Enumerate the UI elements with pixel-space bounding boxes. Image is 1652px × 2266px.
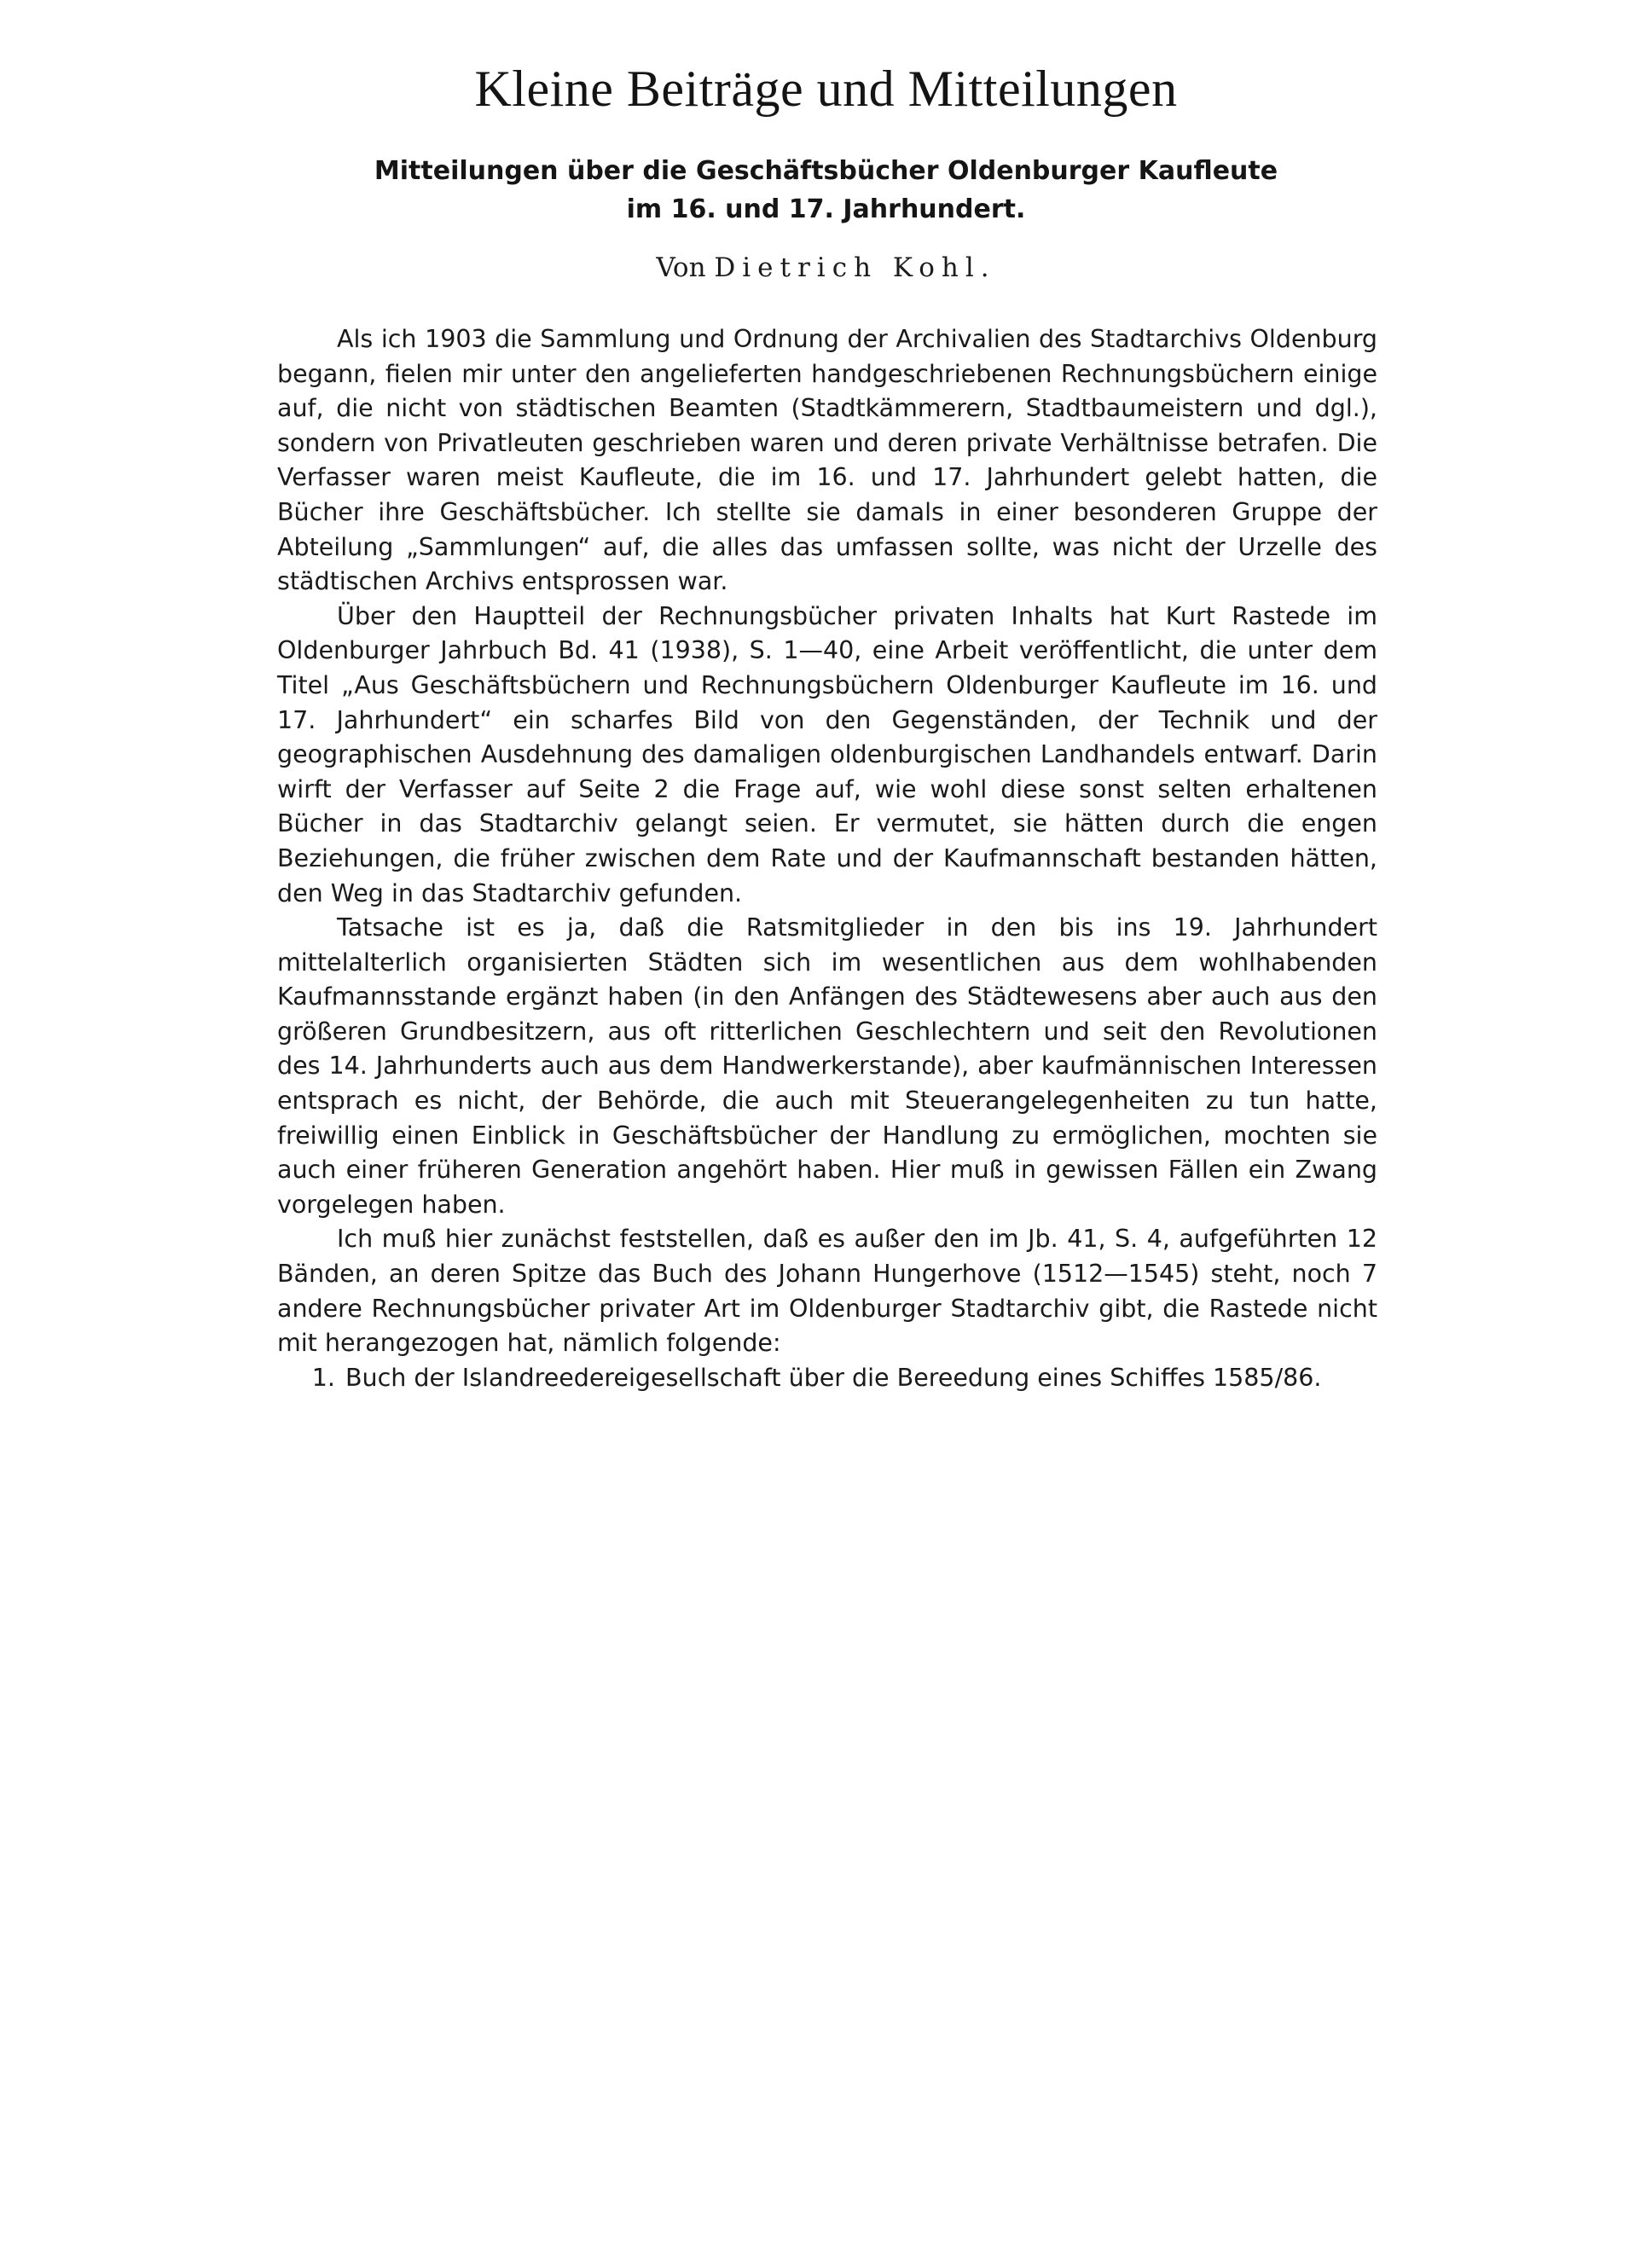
- book-list: [277, 1361, 1377, 1396]
- paragraph: Über den Hauptteil der Rechnungsbücher privaten Inhalts hat Kurt Rastede im Oldenburger Jahrbuch Bd. 41 (1938), S. 1—40, eine Arbeit veröffentlicht, die unter dem Titel „Aus Geschäftsbüchern und Rechnungsbüchern Oldenburger Kaufleute im 16. und 17. Jahrhundert“ ein scharfes Bild von den Gegenständen, der Technik und der geographischen Ausdehnung des damaligen oldenburgischen Landhandels entwarf. Darin wirft der Verfasser auf Seite 2 die Frage auf, wie wohl diese sonst selten erhaltenen Bücher in das Stadtarchiv gelangt seien. Er vermutet, sie hätten durch die engen Beziehungen, die früher zwischen dem Rate und der Kaufmannschaft bestanden hätten, den Weg in das Stadtarchiv gefunden.: [277, 601, 1377, 907]
- article-body: [277, 322, 1377, 1395]
- section-title: Kleine Beiträge und Mitteilungen: [474, 61, 1178, 117]
- article-title-line-1: Mitteilungen über die Geschäftsbücher Oldenburger Kaufleute: [374, 156, 1278, 186]
- author-prefix: Von: [656, 252, 706, 283]
- article-title: [324, 152, 1328, 229]
- paragraph: Tatsache ist es ja, daß die Ratsmitglieder in den bis ins 19. Jahrhundert mittelalterlich organisierten Städten sich im wesentlichen aus dem wohlhabenden Kaufmannsstande ergänzt haben (in den Anfängen des Städtewesens aber auch aus den größeren Grundbesitzern, aus oft ritterlichen Geschlechtern und seit den Revolutionen des 14. Jahrhunderts auch aus dem Handwerkerstande), aber kaufmännischen Interessen entsprach es nicht, der Behörde, die auch mit Steuerangelegenheiten zu tun hatte, freiwillig einen Einblick in Geschäftsbücher der Handlung zu ermöglichen, mochten sie auch einer früheren Generation angehört haben. Hier muß in gewissen Fällen ein Zwang vorgelegen haben.: [277, 913, 1377, 1219]
- list-item-number: 1.: [311, 1363, 335, 1392]
- author-name: Dietrich Kohl.: [714, 252, 996, 283]
- article-title-line-2: im 16. und 17. Jahrhundert.: [626, 194, 1026, 224]
- list-item-text: Buch der Islandreedereigesellschaft über die Bereedung eines Schiffes 1585/86.: [345, 1363, 1322, 1392]
- list-item: [277, 1361, 1377, 1396]
- paragraph: Ich muß hier zunächst feststellen, daß es außer den im Jb. 41, S. 4, aufgeführten 12 Bänden, an deren Spitze das Buch des Johann Hungerhove (1512—1545) steht, noch 7 andere Rechnungsbücher privater Art im Oldenburger Stadtarchiv gibt, die Rastede nicht mit herangezogen hat, nämlich folgende:: [277, 1225, 1377, 1358]
- author-byline: [426, 252, 1226, 283]
- paragraph: Als ich 1903 die Sammlung und Ordnung der Archivalien des Stadtarchivs Oldenburg begann, fielen mir unter den angelieferten handgeschriebenen Rechnungsbüchern einige auf, die nicht von städtischen Beamten (Stadtkämmerern, Stadtbaumeistern und dgl.), sondern von Privatleuten geschrieben waren und deren private Verhältnisse betrafen. Die Verfasser waren meist Kaufleute, die im 16. und 17. Jahrhundert gelebt hatten, die Bücher ihre Geschäftsbücher. Ich stellte sie damals in einer besonderen Gruppe der Abteilung „Sammlungen“ auf, die alles das umfassen sollte, was nicht der Urzelle des städtischen Archivs entsprossen war.: [277, 325, 1377, 596]
